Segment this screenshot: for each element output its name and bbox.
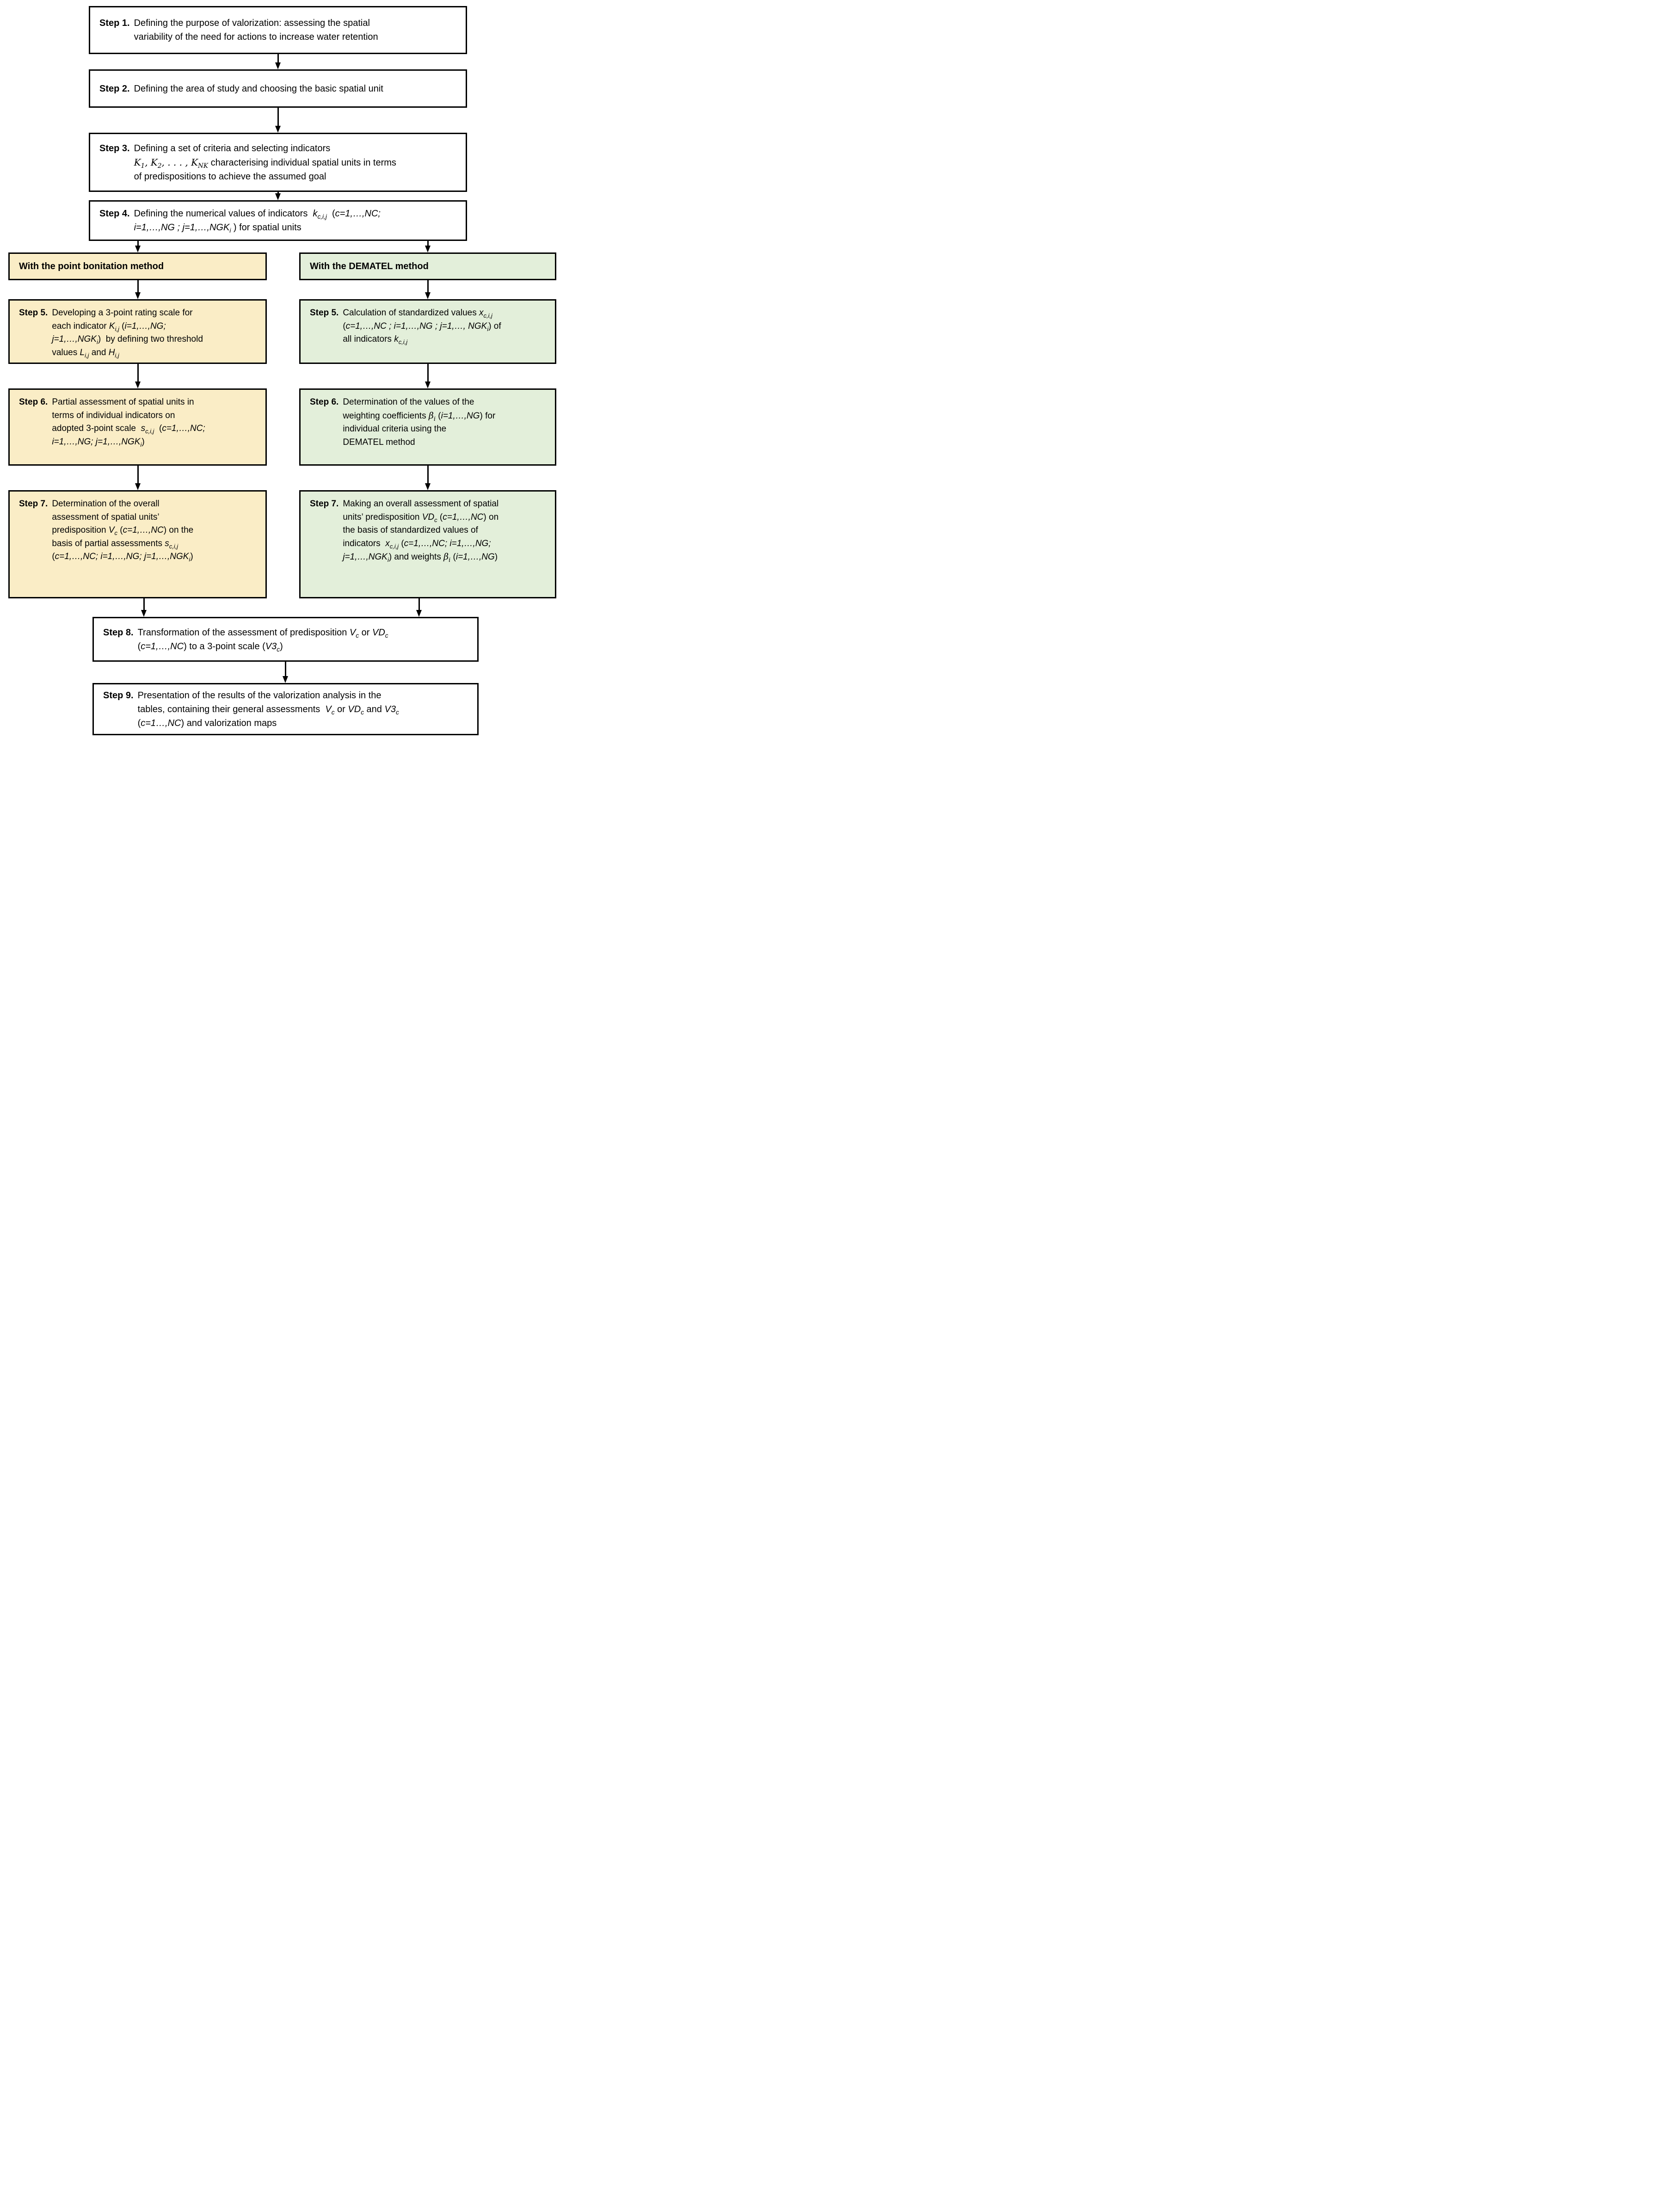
- flowchart-canvas: [0, 0, 560, 736]
- arrow-left-step6-to-step7: [135, 466, 141, 490]
- step6-bonitation-label: Step 6.: [19, 397, 48, 407]
- step1-text: Defining the purpose of valorization: assessing the spatial variability of the need for actions to increase water retention: [134, 18, 378, 42]
- step5-dematel-row: [310, 307, 501, 346]
- step7-bonitation-box: [8, 490, 267, 598]
- arrow-right-step7-to-step8: [416, 598, 422, 617]
- arrow-head-icon: [135, 483, 141, 490]
- step7-dematel-text: Making an overall assessment of spatial units’ predisposition $VD_c$ (c=1,…,NC) on the basis of standardized values of indicators $x_{c,i,j}$ (c=1,…,NC; i=1,…,NG; $j=1,\dots,NGK_i$) and weights $\beta_i$ (i=1,…,NG): [343, 499, 499, 564]
- step7-bonitation-row: [19, 498, 193, 564]
- step7-dematel-row: [310, 498, 498, 564]
- arrow-head-icon: [425, 381, 431, 388]
- dematel-method-header: [299, 252, 556, 280]
- arrow-head-icon: [135, 381, 141, 388]
- step4-text: Defining the numerical values of indicators $k_{c,i,j}$ (c=1,…,NC; i=1,…,NG ; $j=1,\dots,NGK_i$ ) for spatial units: [134, 209, 381, 234]
- arrow-shaft: [277, 54, 279, 62]
- step4-row: [99, 207, 381, 234]
- step1-label: Step 1.: [99, 18, 130, 28]
- step2-box: [89, 69, 467, 108]
- step3-text: Defining a set of criteria and selecting indicators $K_1$, $K_2$, . . . , $K_{NK}$ characterising individual spatial units in terms of predispositions to achieve the assumed goal: [134, 143, 396, 182]
- step5-bonitation-text: Developing a 3-point rating scale for each indicator $K_{i,j}$ (i=1,…,NG; $j=1,\dots,NGK_i$) by defining two threshold values $L_{i,j}$ and $H_{i,j}$: [52, 308, 203, 359]
- arrow-step2-to-step3: [275, 108, 281, 133]
- arrow-shaft: [427, 241, 429, 246]
- step8-text: Transformation of the assessment of predisposition $V_c$ or $VD_c$ (c=1,…,NC) to a 3-point scale $(V3_c)$: [137, 627, 388, 653]
- arrow-shaft: [137, 364, 139, 381]
- step6-dematel-text: Determination of the values of the weighting coefficients $\beta_i$ (i=1,…,NG) for individual criteria using the DEMATEL method: [343, 397, 496, 447]
- step6-dematel-box: [299, 388, 556, 466]
- arrow-left-step7-to-step8: [141, 598, 147, 617]
- step7-bonitation-text: Determination of the overall assessment of spatial units’ predisposition $V_c$ (c=1,…,NC) on the basis of partial assessments $s_{c,i,j}$ (c=1,…,NC; i=1,…,NG; $j=1,\dots,NGK_i$): [52, 499, 194, 563]
- arrow-right-step5-to-step6: [425, 364, 431, 388]
- dematel-method-header-text: With the DEMATEL method: [310, 261, 429, 271]
- step7-dematel-box: [299, 490, 556, 598]
- arrow-step4-to-right-header: [425, 241, 431, 252]
- arrow-left-step5-to-step6: [135, 364, 141, 388]
- arrow-head-icon: [283, 676, 288, 683]
- step5-bonitation-box: [8, 299, 267, 364]
- step2-row: [99, 82, 383, 96]
- arrow-head-icon: [135, 292, 141, 299]
- step1-row: [99, 16, 378, 44]
- step8-label: Step 8.: [103, 627, 134, 638]
- arrow-shaft: [137, 241, 139, 246]
- step4-label: Step 4.: [99, 209, 130, 219]
- arrow-head-icon: [275, 126, 281, 133]
- arrow-head-icon: [135, 246, 141, 252]
- arrow-shaft: [427, 280, 429, 292]
- arrow-step8-to-step9: [282, 662, 289, 683]
- arrow-shaft: [285, 662, 286, 676]
- step6-dematel-row: [310, 396, 495, 449]
- step7-dematel-label: Step 7.: [310, 499, 339, 509]
- step5-bonitation-label: Step 5.: [19, 308, 48, 318]
- step3-label: Step 3.: [99, 143, 130, 154]
- bonitation-method-header-text: With the point bonitation method: [19, 261, 164, 271]
- arrow-shaft: [427, 466, 429, 483]
- step4-box: [89, 200, 467, 241]
- step6-bonitation-box: [8, 388, 267, 466]
- step9-row: [103, 689, 399, 730]
- arrow-head-icon: [275, 62, 281, 69]
- arrow-step1-to-step2: [275, 54, 281, 69]
- arrow-right-header-to-step5: [425, 280, 431, 299]
- arrow-left-header-to-step5: [135, 280, 141, 299]
- arrow-head-icon: [416, 610, 422, 617]
- step5-dematel-text: Calculation of standardized values $x_{c,i,j}$ (c=1,…,NC ; i=1,…,NG ; j=1,…, $NGK_i$) of all indicators $k_{c,i,j}$: [343, 308, 501, 345]
- arrow-shaft: [277, 108, 279, 126]
- step6-bonitation-row: [19, 396, 205, 449]
- step3-box: [89, 133, 467, 192]
- arrow-shaft: [143, 598, 145, 610]
- arrow-step4-to-left-header: [135, 241, 141, 252]
- arrow-shaft: [427, 364, 429, 381]
- arrow-head-icon: [425, 292, 431, 299]
- arrow-head-icon: [425, 483, 431, 490]
- arrow-head-icon: [141, 610, 147, 617]
- step5-dematel-box: [299, 299, 556, 364]
- arrow-head-icon: [275, 193, 281, 200]
- step8-box: [92, 617, 479, 662]
- arrow-head-icon: [425, 246, 431, 252]
- step9-box: [92, 683, 479, 735]
- step3-row: [99, 142, 396, 184]
- step7-bonitation-label: Step 7.: [19, 499, 48, 509]
- step5-bonitation-row: [19, 307, 203, 359]
- step2-text: Defining the area of study and choosing the basic spatial unit: [134, 83, 383, 94]
- step6-bonitation-text: Partial assessment of spatial units in terms of individual indicators on adopted 3-point scale $s_{c,i,j}$ (c=1,…,NC; i=1,…,NG; $j=1,\dots,NGK_i$): [52, 397, 205, 448]
- step9-text: Presentation of the results of the valorization analysis in the tables, containing their general assessments $V_c$ or $VD_c$ and $V3_c$ (c=1…,NC) and valorization maps: [137, 690, 399, 728]
- arrow-right-step6-to-step7: [425, 466, 431, 490]
- step2-label: Step 2.: [99, 83, 130, 94]
- bonitation-method-header: [8, 252, 267, 280]
- step5-dematel-label: Step 5.: [310, 308, 339, 318]
- step8-row: [103, 626, 388, 653]
- step9-label: Step 9.: [103, 690, 134, 701]
- arrow-shaft: [137, 280, 139, 292]
- arrow-shaft: [418, 598, 420, 610]
- arrow-step3-to-step4: [275, 192, 281, 200]
- arrow-shaft: [137, 466, 139, 483]
- step6-dematel-label: Step 6.: [310, 397, 339, 407]
- step1-box: [89, 6, 467, 54]
